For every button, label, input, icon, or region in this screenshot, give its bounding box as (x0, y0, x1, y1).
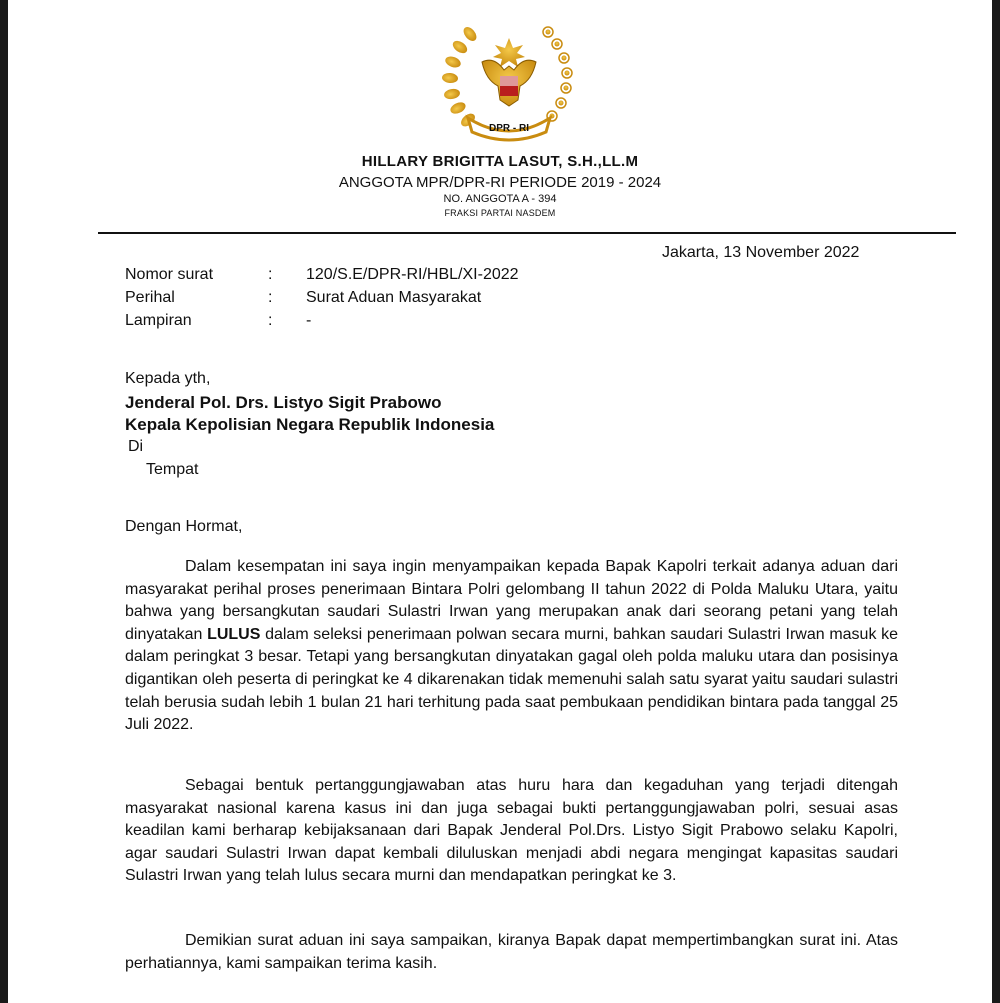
body-paragraph-1 (125, 556, 898, 737)
recipient-intro: Kepada yth, (125, 370, 211, 387)
recipient-title: Kepala Kepolisian Negara Republik Indonesia (125, 415, 495, 434)
sender-position: ANGGOTA MPR/DPR-RI PERIODE 2019 - 2024 (338, 174, 662, 191)
scan-edge-right (992, 0, 1000, 1003)
meta-colon: : (268, 312, 273, 329)
emphasis-lulus: LULUS (207, 625, 261, 643)
emblem-text: DPR - RI (489, 123, 529, 134)
meta-value: Surat Aduan Masyarakat (306, 289, 482, 306)
meta-colon: : (268, 289, 273, 306)
meta-label: Perihal (125, 289, 175, 306)
salutation: Dengan Hormat, (125, 518, 243, 535)
paragraph-text: dalam seleksi penerimaan polwan secara murni, bahkan saudari Sulastri Irwan masuk ke dalam peringkat 3 besar. Tetapi yang bersangkutan dinyatakan gagal oleh polda maluku utara dan posisinya digantikan oleh peserta di peringkat ke 4 dikarenakan tidak memenuhi salah satu syarat yaitu saudari sulastri telah berusia sudah lebih 1 bulan 21 hari terhitung pada saat pembukaan pendidikan bintara pada tanggal 25 Juli 2022. (125, 625, 898, 734)
meta-label: Nomor surat (125, 266, 214, 283)
meta-value: - (306, 312, 312, 329)
body-paragraph-2: Sebagai bentuk pertanggungjawaban atas huru hara dan kegaduhan yang terjadi ditengah masyarakat nasional karena kasus ini dan juga sebagai bukti pertanggungjawaban polri, sesuai asas keadilan kami berharap kebijaksanaan dari Bapak Jenderal Pol.Drs. Listyo Sigit Prabowo selaku Kapolri, agar saudari Sulastri Irwan dapat kembali diluluskan menjadi abdi negara mengingat kapasitas saudari Sulastri Irwan yang telah lulus secara murni dan mendapatkan peringkat ke 3. (125, 777, 898, 885)
dpr-ri-emblem-logo (440, 14, 578, 150)
recipient-name: Jenderal Pol. Drs. Listyo Sigit Prabowo (125, 393, 442, 412)
meta-value: 120/S.E/DPR-RI/HBL/XI-2022 (306, 266, 519, 283)
recipient-place: Tempat (146, 461, 199, 478)
body-paragraph-3: Demikian surat aduan ini saya sampaikan, kiranya Bapak dapat mempertimbangkan surat ini. Atas perhatiannya, kami sampaikan terima kasih. (125, 932, 898, 972)
scan-edge-left (0, 0, 8, 1003)
recipient-di: Di (128, 438, 144, 455)
letterhead-divider (98, 232, 956, 234)
letter-date: Jakarta, 13 November 2022 (662, 244, 860, 261)
meta-label: Lampiran (125, 312, 192, 329)
sender-name: HILLARY BRIGITTA LASUT, S.H.,LL.M (361, 153, 639, 170)
paragraph-text: Dalam kesempatan ini saya ingin menyampaikan kepada Bapak Kapolri terkait adanya aduan dari masyarakat perihal proses penerimaan Bintara Polri gelombang II tahun 2022 di Polda Maluku Utara, yaitu bahwa yang bersangkutan saudari Sulastri Irwan yang merupakan anak dari seorang petani yang telah dinyatakan (125, 558, 898, 643)
faction-label: FRAKSI PARTAI NASDEM (444, 208, 556, 218)
meta-colon: : (268, 266, 273, 283)
member-number: NO. ANGGOTA A - 394 (443, 193, 557, 205)
